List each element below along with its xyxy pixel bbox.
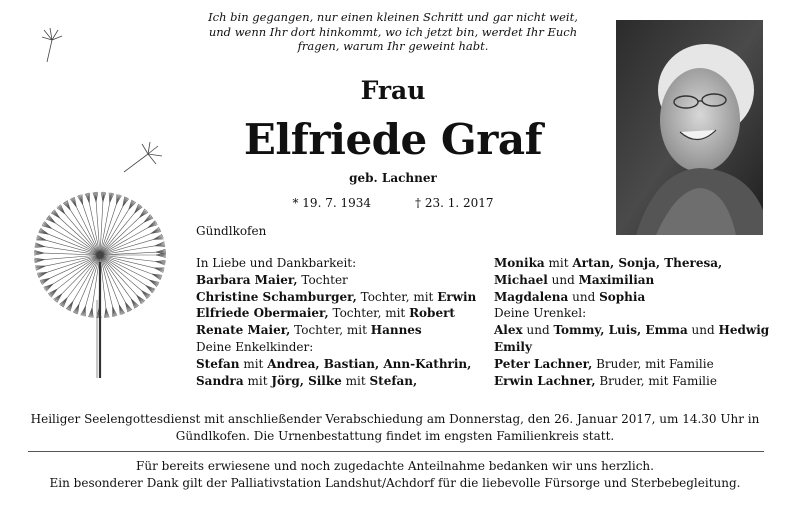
- mourner-text: Deine Urenkel:: [494, 306, 587, 321]
- maiden-name: geb. Lachner: [349, 171, 437, 185]
- salutation: Frau: [360, 76, 426, 105]
- mourner-name: Christine Schamburger,: [196, 289, 357, 304]
- thanks-line: Ein besonderer Dank gilt der Palliativstation Landshut/Achdorf für die liebevolle Fürsorge und Sterbebegleitung.: [49, 475, 741, 490]
- mourner-name: Alex: [494, 323, 523, 338]
- mourner-text: Tochter, mit: [356, 289, 438, 304]
- mourner-line: [196, 356, 476, 373]
- mourner-line: [196, 255, 476, 272]
- service-line: Heiliger Seelengottesdienst mit anschließender Verabschiedung am Donnerstag, den 26. Januar 2017, um 14.30 Uhr in: [30, 412, 760, 426]
- mourner-text: mit: [341, 373, 370, 388]
- mourner-name: Magdalena: [494, 289, 569, 304]
- mourner-text: und: [522, 323, 554, 338]
- mourner-line: [494, 322, 769, 339]
- mourner-text: Tochter, mit: [328, 306, 410, 321]
- mourner-name: Hedwig: [718, 323, 770, 338]
- mourner-name: Sandra: [196, 373, 244, 388]
- divider: [28, 451, 764, 452]
- mourner-name: Artan, Sonja, Theresa,: [572, 256, 723, 270]
- dandelion-illustration: [0, 0, 190, 400]
- mourner-text: mit: [243, 373, 272, 388]
- portrait-photo: [616, 20, 763, 235]
- mourner-line: [494, 272, 769, 289]
- mourner-text: Bruder, mit Familie: [595, 373, 717, 388]
- mourner-line: [196, 339, 476, 356]
- mourner-name: Hannes: [370, 323, 422, 338]
- birth-date: * 19. 7. 1934: [292, 196, 371, 210]
- mourner-name: Emily: [494, 339, 532, 354]
- mourner-line: [494, 305, 769, 322]
- mourner-name: Stefan,: [369, 373, 418, 388]
- mourners-right-column: [494, 255, 769, 389]
- mourner-name: Tommy, Luis, Emma: [553, 323, 688, 338]
- mourner-name: Jörg, Silke: [271, 373, 342, 388]
- mourner-name: Robert: [409, 306, 455, 321]
- poem-line: und wenn Ihr dort hinkommt, wo ich jetzt bin, werdet Ihr Euch: [208, 24, 578, 39]
- mourner-text: Tochter: [297, 272, 348, 287]
- service-announcement: [20, 411, 770, 444]
- mourner-text: und: [568, 289, 600, 304]
- mourner-line: [494, 289, 769, 306]
- mourner-name: Erwin Lachner,: [494, 373, 596, 388]
- flying-seed-icon: [42, 28, 62, 62]
- mourner-name: Maximilian: [578, 272, 655, 287]
- mourner-name: Barbara Maier,: [196, 272, 298, 287]
- mourner-line: [494, 356, 769, 373]
- service-line: Gündlkofen. Die Urnenbestattung findet im engsten Familienkreis statt.: [175, 428, 615, 443]
- mourner-name: Stefan: [196, 356, 240, 371]
- mourner-text: mit: [239, 356, 268, 371]
- mourner-line: [196, 305, 476, 322]
- mourner-line: [494, 339, 769, 356]
- deceased-name: Elfriede Graf: [243, 115, 543, 164]
- mourner-name: Peter Lachner,: [494, 356, 593, 371]
- place: Gündlkofen: [196, 224, 267, 238]
- mourner-name: Renate Maier,: [196, 323, 291, 338]
- life-dates: [186, 195, 600, 211]
- mourner-line: [196, 272, 476, 289]
- flying-seed-icon: [124, 142, 162, 172]
- mourner-text: mit: [544, 256, 573, 270]
- mourner-name: Monika: [494, 256, 545, 270]
- mourners-left-column: [196, 255, 476, 389]
- mourner-text: Deine Enkelkinder:: [196, 339, 314, 354]
- mourner-text: und: [547, 272, 579, 287]
- mourner-line: [196, 322, 476, 339]
- mourner-text: In Liebe und Dankbarkeit:: [196, 256, 357, 270]
- mourner-name: Sophia: [599, 289, 646, 304]
- death-date: † 23. 1. 2017: [415, 196, 494, 210]
- mourner-text: und: [687, 323, 719, 338]
- mourner-text: Bruder, mit Familie: [592, 356, 714, 371]
- mourner-name: Erwin: [437, 289, 477, 304]
- mourner-text: Tochter, mit: [290, 323, 371, 338]
- poem-line: Ich bin gegangen, nur einen kleinen Schritt und gar nicht weit,: [208, 10, 578, 24]
- thanks-note: [20, 458, 770, 491]
- mourner-line: [494, 373, 769, 390]
- mourner-name: Michael: [494, 272, 548, 287]
- mourner-line: [196, 373, 476, 390]
- mourner-line: [196, 289, 476, 306]
- mourner-line: [494, 255, 769, 272]
- poem-line: fragen, warum Ihr geweint habt.: [297, 39, 489, 53]
- poem: [186, 10, 600, 54]
- thanks-line: Für bereits erwiesene und noch zugedachte Anteilnahme bedanken wir uns herzlich.: [136, 459, 654, 473]
- mourner-name: Andrea, Bastian, Ann-Kathrin,: [267, 356, 472, 371]
- mourner-name: Elfriede Obermaier,: [196, 306, 329, 321]
